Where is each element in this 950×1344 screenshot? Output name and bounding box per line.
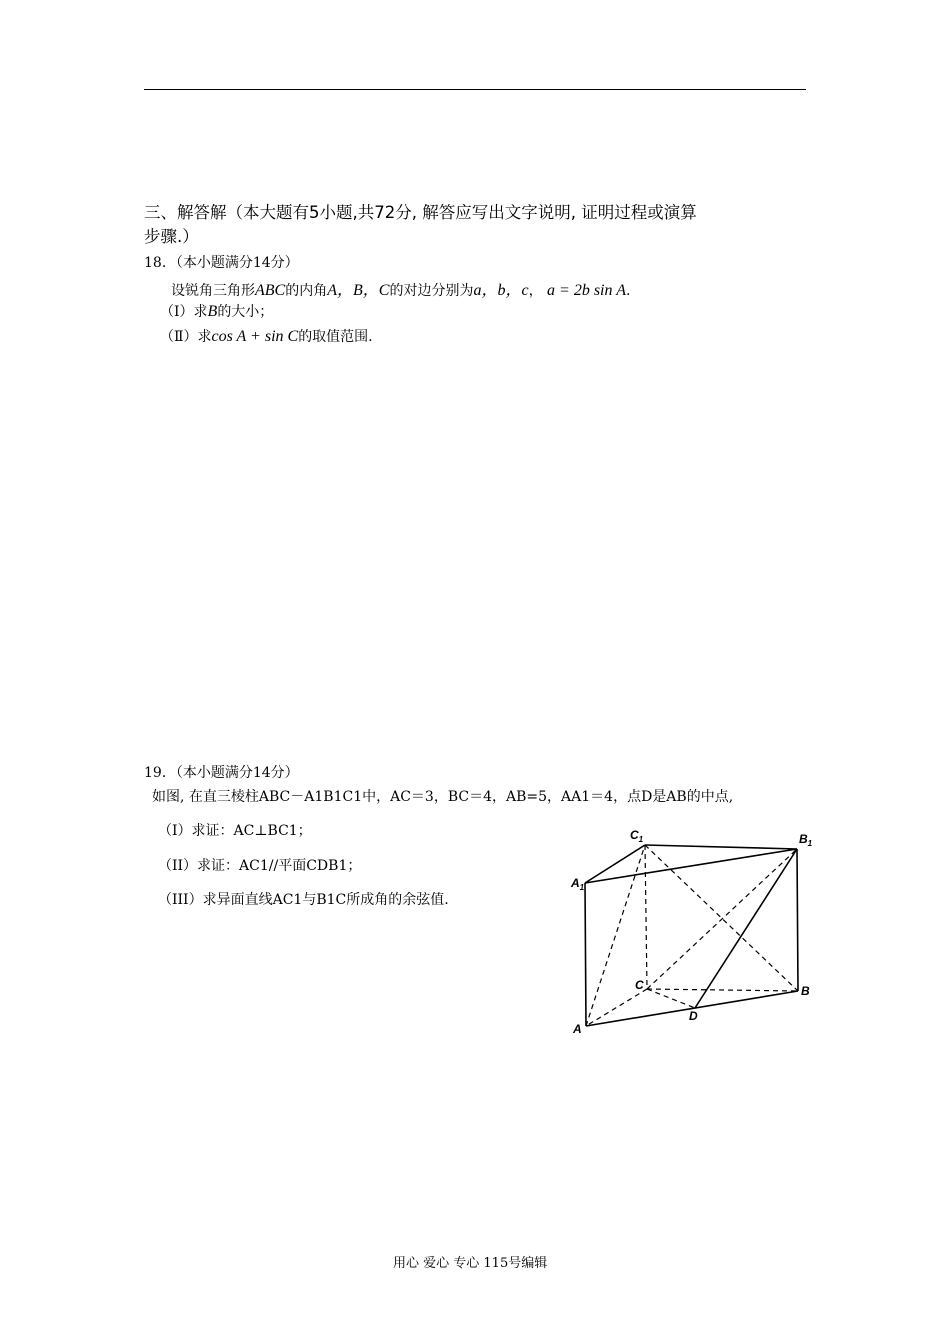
q18-stem-sep: ， xyxy=(528,283,543,299)
label-c: C xyxy=(635,978,644,992)
q18-part1-pre: （Ⅰ）求 xyxy=(160,304,208,320)
label-a: A xyxy=(573,1022,582,1036)
label-c1: $C_1$ xyxy=(630,828,644,844)
q18-stem-mid2: 的对边分别为 xyxy=(389,283,474,299)
q18-sides: a，b，c xyxy=(473,282,529,299)
section-heading-line2: 步骤.） xyxy=(144,227,199,246)
label-b: B xyxy=(801,984,810,998)
q18-stem-pre: 设锐角三角形 xyxy=(171,283,255,299)
q18-part2-pre: （Ⅱ）求 xyxy=(160,329,212,345)
q18-stem-mid: 的内角 xyxy=(285,283,328,299)
label-b1: $B_1$ xyxy=(799,832,813,848)
q18-part1-post: 的大小； xyxy=(217,304,274,320)
q19-part2: （II）求证：AC1//平面CDB1； xyxy=(158,858,362,874)
q18-part2-post: 的取值范围. xyxy=(298,329,373,345)
section-heading-line1: 三、解答解（本大题有5小题,共72分, 解答应写出文字说明, 证明过程或演算 xyxy=(144,203,697,222)
segment-d-b1 xyxy=(695,849,797,1008)
edge-a1-c1 xyxy=(585,845,645,883)
prism-figure xyxy=(565,823,815,1043)
q19-part3: （III）求异面直线AC1与B1C所成角的余弦值. xyxy=(158,892,449,908)
q18-part1 xyxy=(160,301,273,321)
edge-c1-b1 xyxy=(645,845,797,849)
label-d: D xyxy=(689,1009,698,1023)
q18-triangle-abc: ABC xyxy=(255,282,286,299)
edge-a-a1 xyxy=(585,883,586,1026)
q18-stem-end: . xyxy=(625,283,631,299)
q19-header: 19．（本小题满分14分） xyxy=(144,765,299,781)
q18-header: 18．（本小题满分14分） xyxy=(144,255,299,271)
label-a1: $A_1$ xyxy=(571,876,585,892)
edge-c-b xyxy=(647,989,798,991)
segment-c-d xyxy=(647,989,695,1008)
diag-a-c1 xyxy=(586,845,645,1026)
edge-c-c1 xyxy=(645,845,647,989)
header-rule xyxy=(144,89,806,90)
q18-part2 xyxy=(160,326,373,346)
q18-part2-expr: cos A + sin C xyxy=(211,328,299,345)
q19-stem: 如图, 在直三棱柱ABC－A1B1C1中，AC＝3，BC＝4，AB=5，AA1＝4，点D是AB的中点, xyxy=(152,789,734,805)
q18-angles: A，B，C xyxy=(327,282,390,299)
footer-text: 用心 爱心 专心 115号编辑 xyxy=(393,1256,548,1271)
q18-part1-var: B xyxy=(207,303,218,320)
q18-stem xyxy=(171,277,630,300)
edge-b-b1 xyxy=(797,849,798,991)
q19-part1: （I）求证：AC⊥BC1； xyxy=(158,823,312,839)
q18-equation: a = 2b sin A xyxy=(547,282,626,299)
